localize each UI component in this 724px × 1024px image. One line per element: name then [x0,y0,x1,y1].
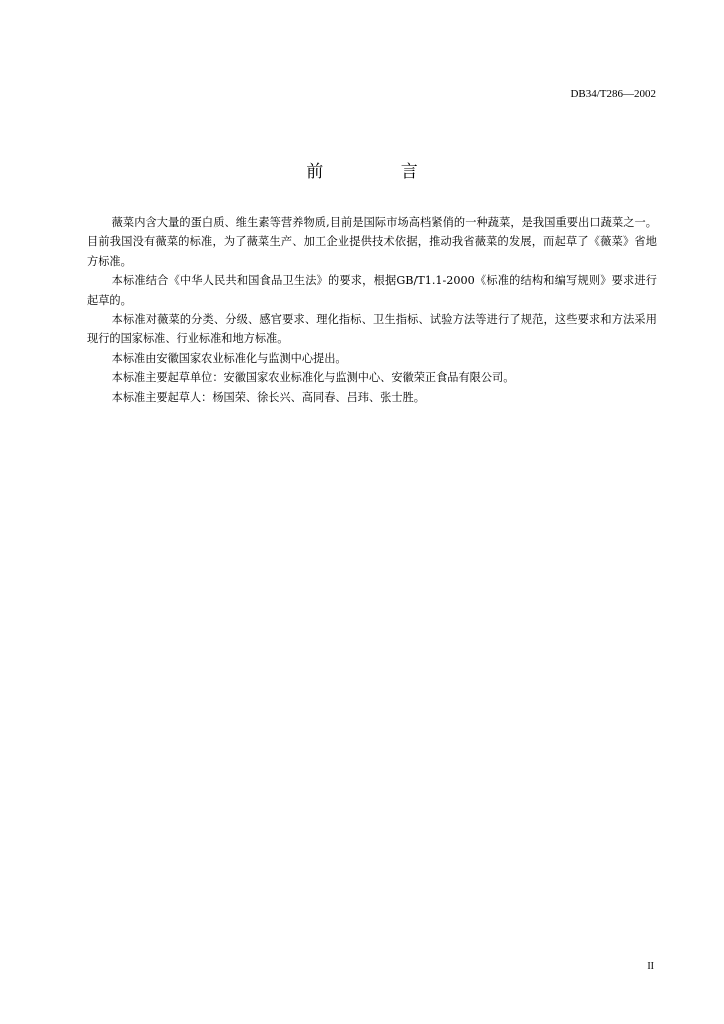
page-title: 前 言 [306,162,454,182]
paragraph-scope: 本标准对薇菜的分类、分级、感官要求、理化指标、卫生指标、试验方法等进行了规范，这些要求和方法采用现行的国家标准、行业标准和地方标准。 [87,313,657,346]
paragraph-basis: 本标准结合《中华人民共和国食品卫生法》的要求，根据GB/T1.1-2000《标准的结构和编写规则》要求进行起草的。 [87,274,657,307]
paragraph-drafting-units: 本标准主要起草单位：安徽国家农业标准化与监测中心、安徽荣正食品有限公司。 [111,371,515,385]
foreword-body [87,213,657,407]
page-number: II [647,961,654,972]
standard-code: DB34/T286—2002 [570,88,656,100]
paragraph-drafters: 本标准主要起草人：杨国荣、徐长兴、高同春、吕玮、张士胜。 [111,390,425,404]
paragraph-background: 薇菜内含大量的蛋白质、维生素等营养物质,目前是国际市场高档紧俏的一种蔬菜，是我国重要出口蔬菜之一。目前我国没有薇菜的标准，为了薇菜生产、加工企业提供技术依据，推动我省薇菜的发展，而起草了《薇菜》省地方标准。 [87,216,657,268]
paragraph-proposer: 本标准由安徽国家农业标准化与监测中心提出。 [111,351,347,365]
